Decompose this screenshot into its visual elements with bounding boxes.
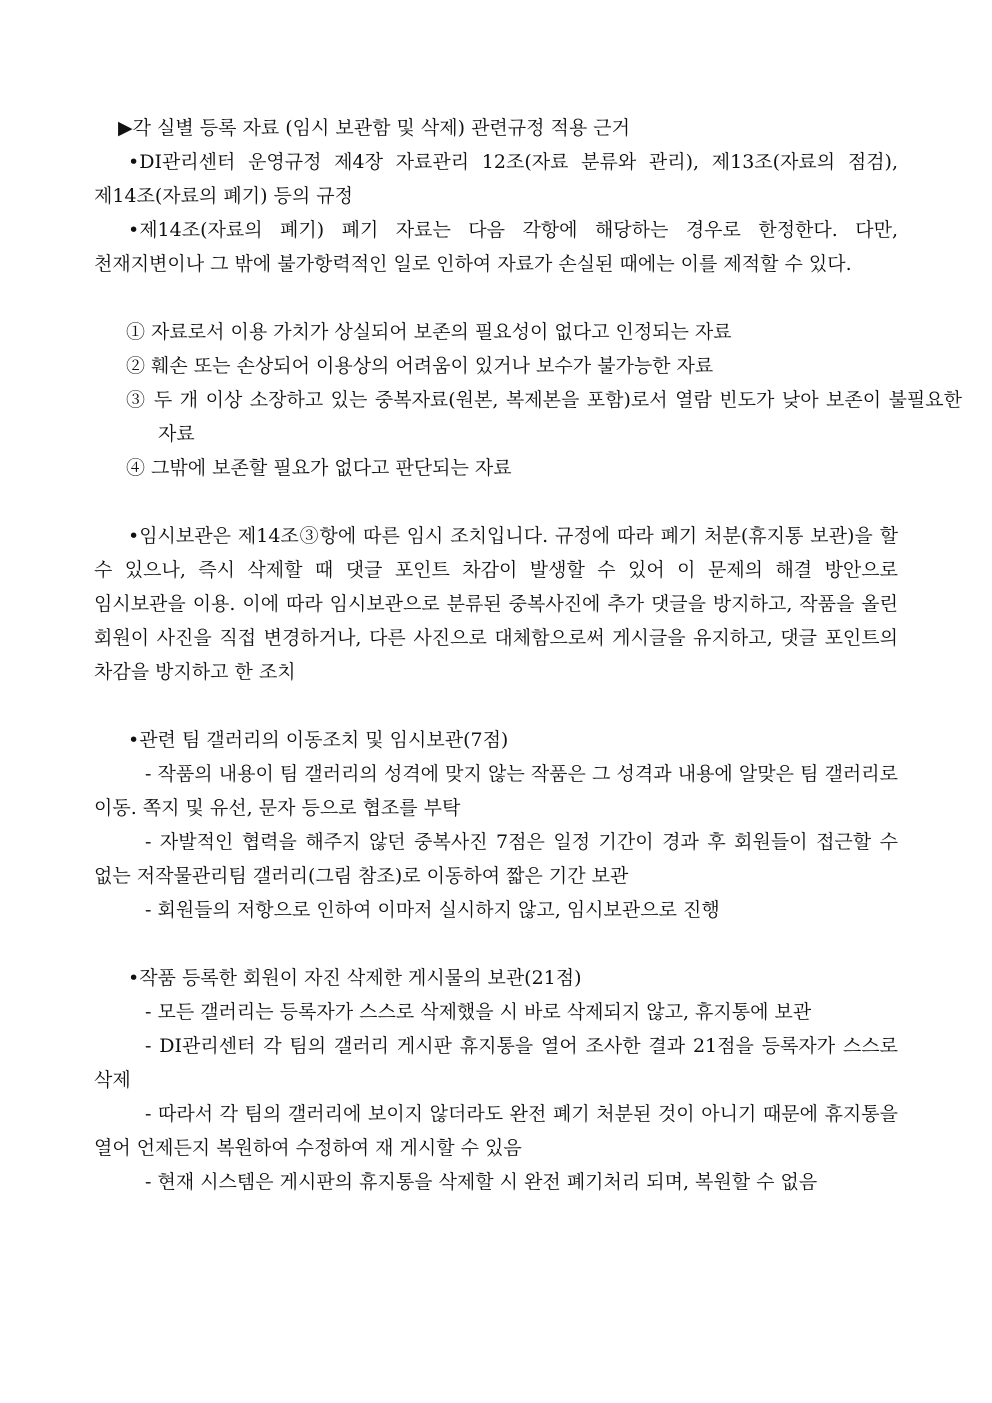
article-14-paragraph: •제14조(자료의 폐기) 폐기 자료는 다음 각항에 해당하는 경우로 한정한다. 다만, 천재지변이나 그 밖에 불가항력적인 일로 인하여 자료가 손실된 때에는 이를 제적할 수 있다. <box>94 219 898 275</box>
section-heading: ▶각 실별 등록 자료 (임시 보관함 및 삭제) 관련규정 적용 근거 <box>118 117 630 139</box>
team-gallery-move-title: •관련 팀 갤러리의 이동조치 및 임시보관(7점) <box>128 729 509 751</box>
self-deleted-posts-title: •작품 등록한 회원이 자진 삭제한 게시물의 보관(21점) <box>128 967 582 989</box>
self-deleted-posts-line-1: - 모든 갤러리는 등록자가 스스로 삭제했을 시 바로 삭제되지 않고, 휴지통에 보관 <box>145 1001 812 1023</box>
self-deleted-posts-line-2: - DI관리센터 각 팀의 갤러리 게시판 휴지통을 열어 조사한 결과 21점을 등록자가 스스로 삭제 <box>94 1035 898 1091</box>
disposal-item-3: ③ 두 개 이상 소장하고 있는 중복자료(원본, 복제본을 포함)로서 열람 빈도가 낮아 보존이 불필요한 자료 <box>126 389 962 445</box>
team-gallery-move-line-3: - 회원들의 저항으로 인하여 이마저 실시하지 않고, 임시보관으로 진행 <box>145 899 720 921</box>
disposal-item-4: ④ 그밖에 보존할 필요가 없다고 판단되는 자료 <box>126 457 512 479</box>
disposal-item-1: ① 자료로서 이용 가치가 상실되어 보존의 필요성이 없다고 인정되는 자료 <box>126 321 732 343</box>
rules-basis-paragraph: •DI관리센터 운영규정 제4장 자료관리 12조(자료 분류와 관리), 제13조(자료의 점검), 제14조(자료의 폐기) 등의 규정 <box>94 151 898 207</box>
temporary-storage-paragraph: •임시보관은 제14조③항에 따른 임시 조치입니다. 규정에 따라 폐기 처분(휴지통 보관)을 할 수 있으나, 즉시 삭제할 때 댓글 포인트 차감이 발생할 수 있어 이 문제의 해결 방안으로 임시보관을 이용. 이에 따라 임시보관으로 분류된 중복사진에 추가 댓글을 방지하고, 작품을 올린 회원이 사진을 직접 변경하거나, 다른 사진으로 대체함으로써 게시글을 유지하고, 댓글 포인트의 차감을 방지하고 한 조치 <box>94 525 898 683</box>
self-deleted-posts-line-3: - 따라서 각 팀의 갤러리에 보이지 않더라도 완전 폐기 처분된 것이 아니기 때문에 휴지통을 열어 언제든지 복원하여 수정하여 재 게시할 수 있음 <box>94 1103 898 1159</box>
team-gallery-move-line-2: - 자발적인 협력을 해주지 않던 중복사진 7점은 일정 기간이 경과 후 회원들이 접근할 수 없는 저작물관리팀 갤러리(그림 참조)로 이동하여 짧은 기간 보관 <box>94 831 898 887</box>
disposal-item-2: ② 훼손 또는 손상되어 이용상의 어려움이 있거나 보수가 불가능한 자료 <box>126 355 714 377</box>
self-deleted-posts-line-4: - 현재 시스템은 게시판의 휴지통을 삭제할 시 완전 폐기처리 되며, 복원할 수 없음 <box>145 1171 818 1193</box>
team-gallery-move-line-1: - 작품의 내용이 팀 갤러리의 성격에 맞지 않는 작품은 그 성격과 내용에 알맞은 팀 갤러리로 이동. 쪽지 및 유선, 문자 등으로 협조를 부탁 <box>94 763 898 819</box>
